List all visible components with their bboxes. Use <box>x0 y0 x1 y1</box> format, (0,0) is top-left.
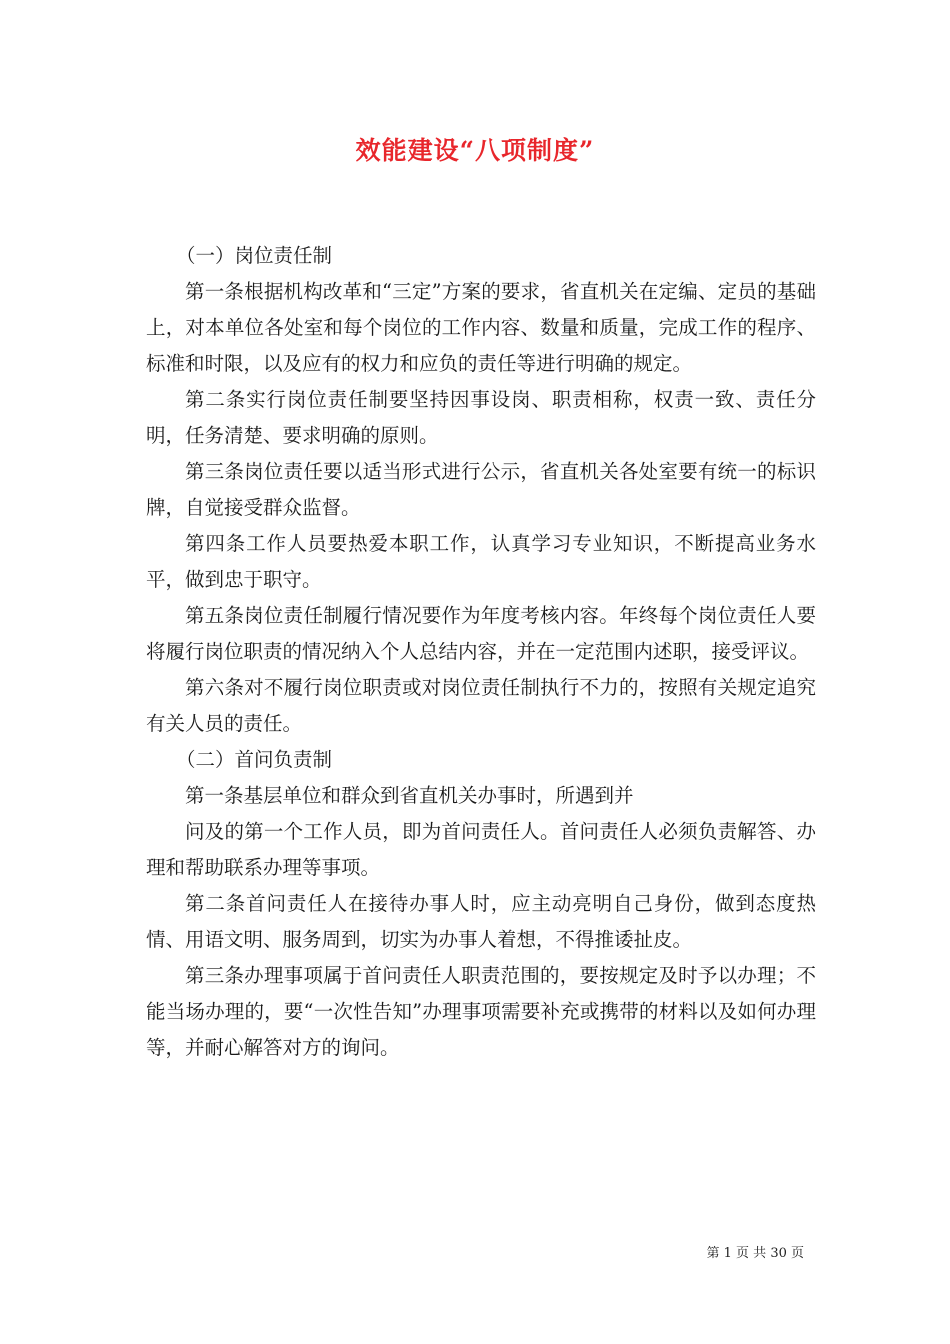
paragraph: 问及的第一个工作人员，即为首问责任人。首问责任人必须负责解答、办理和帮助联系办理等事项。 <box>146 820 816 879</box>
page-number-footer: 第 1 页 共 30 页 <box>706 1246 804 1261</box>
paragraph: 第六条对不履行岗位职责或对岗位责任制执行不力的，按照有关规定追究有关人员的责任。 <box>146 676 816 735</box>
paragraph: 第三条岗位责任要以适当形式进行公示，省直机关各处室要有统一的标识牌，自觉接受群众监督。 <box>146 460 816 519</box>
paragraph: 第五条岗位责任制履行情况要作为年度考核内容。年终每个岗位责任人要将履行岗位职责的情况纳入个人总结内容，并在一定范围内述职，接受评议。 <box>146 604 816 663</box>
paragraph: 第二条首问责任人在接待办事人时，应主动亮明自己身份，做到态度热情、用语文明、服务周到，切实为办事人着想，不得推诿扯皮。 <box>146 892 816 951</box>
document-title: 效能建设“八项制度” <box>355 136 595 165</box>
paragraph: 第三条办理事项属于首问责任人职责范围的，要按规定及时予以办理；不能当场办理的，要“一次性告知”办理事项需要补充或携带的材料以及如何办理等，并耐心解答对方的询问。 <box>146 964 816 1059</box>
section-heading: （二）首问负责制 <box>176 748 333 771</box>
paragraph: 第一条基层单位和群众到省直机关办事时，所遇到并 <box>185 784 634 807</box>
document-body <box>146 238 816 1066</box>
section-heading: （一）岗位责任制 <box>176 244 333 267</box>
paragraph: 第四条工作人员要热爱本职工作，认真学习专业知识，不断提高业务水平，做到忠于职守。 <box>146 532 816 591</box>
paragraph: 第二条实行岗位责任制要坚持因事设岗、职责相称，权责一致、责任分明，任务清楚、要求明确的原则。 <box>146 388 816 447</box>
paragraph: 第一条根据机构改革和“三定”方案的要求，省直机关在定编、定员的基础上，对本单位各处室和每个岗位的工作内容、数量和质量，完成工作的程序、标准和时限，以及应有的权力和应负的责任等进行明确的规定。 <box>146 280 816 375</box>
